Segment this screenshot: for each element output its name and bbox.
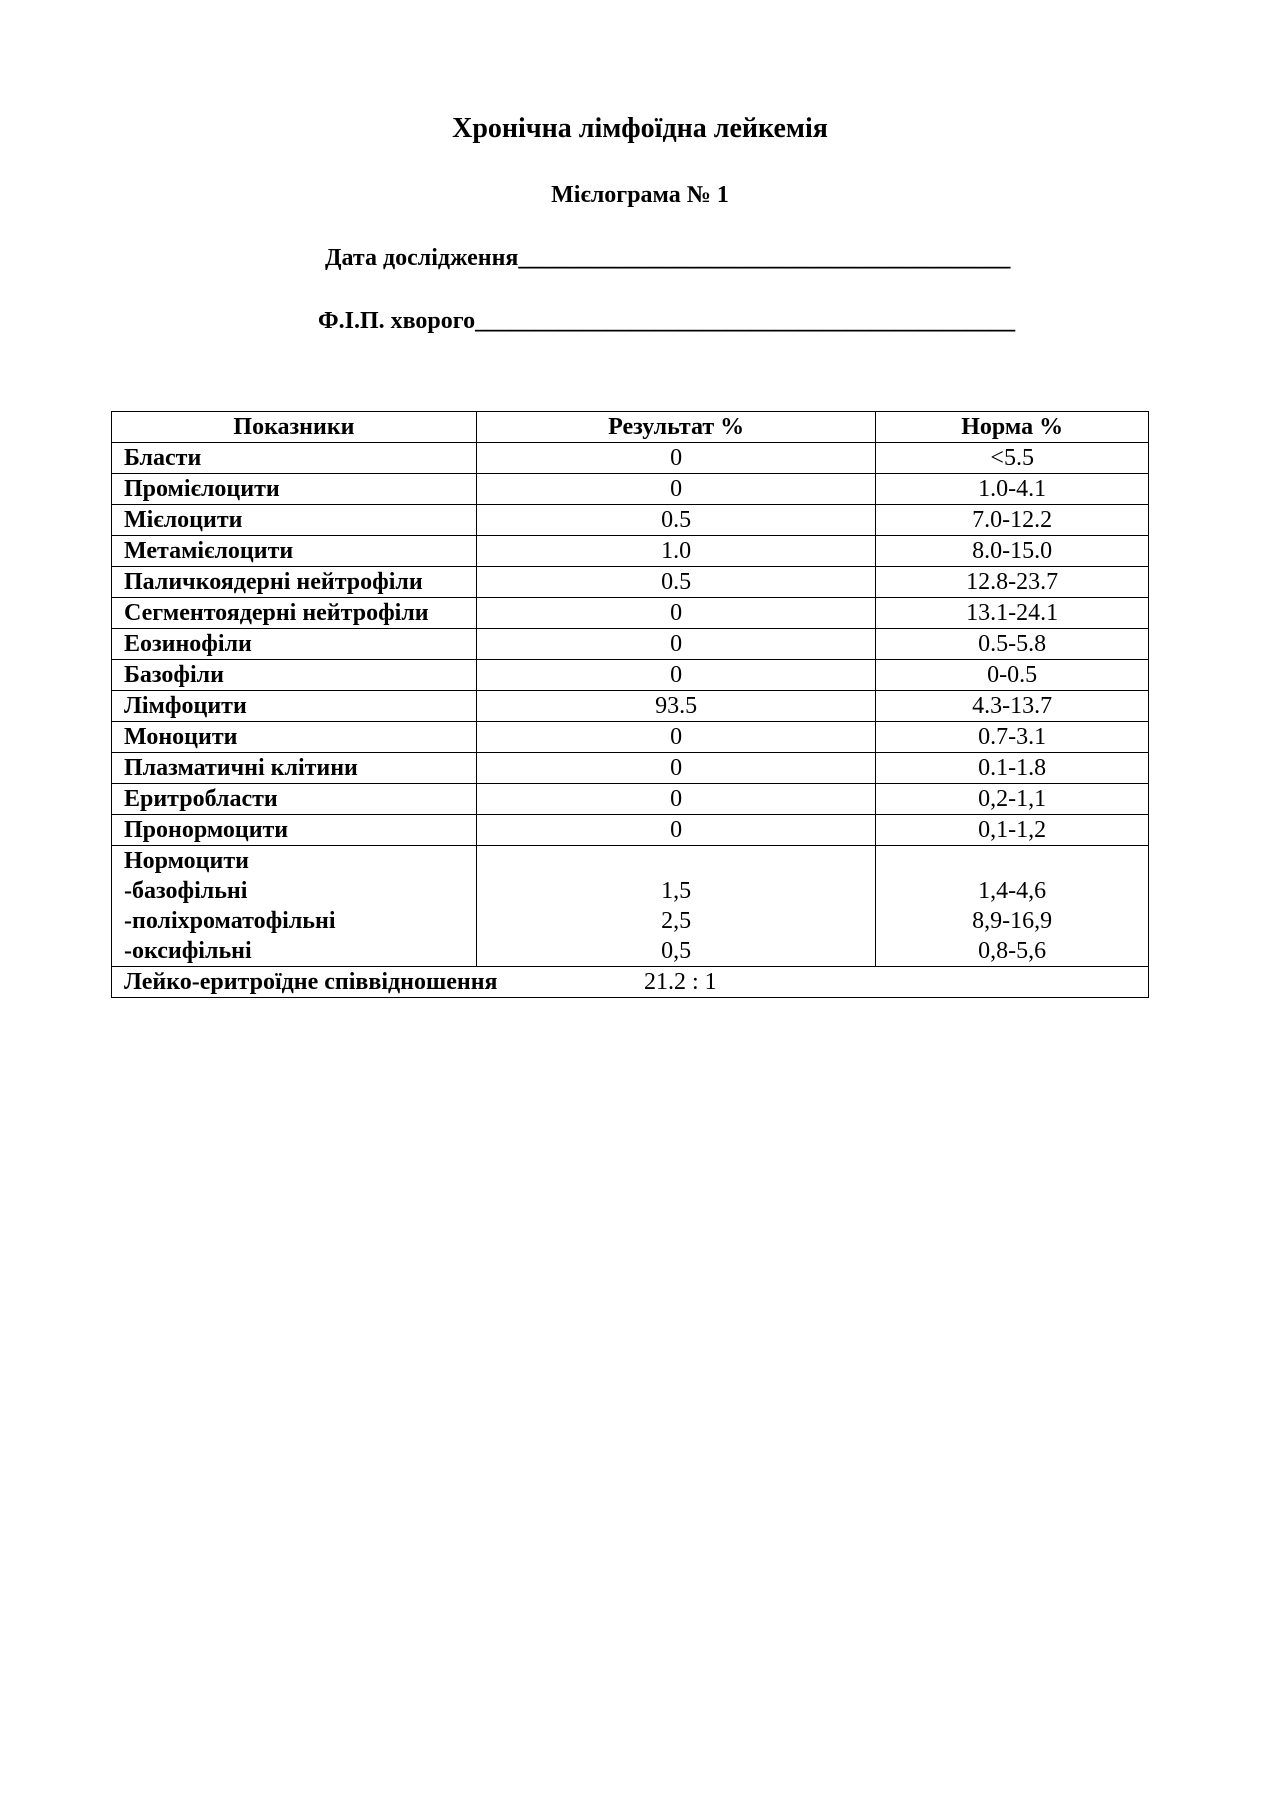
patient-name-field: Ф.І.П. хворого_____________________________________________ [318, 308, 1016, 334]
table-row [112, 753, 1149, 784]
row-norm: 4.3-13.7 [876, 691, 1149, 722]
row-result: 0 [476, 660, 875, 691]
ratio-value: 21.2 : 1 [644, 969, 717, 995]
row-norm: 7.0-12.2 [876, 505, 1149, 536]
table-row [112, 629, 1149, 660]
ratio-cell [112, 967, 1149, 998]
document-title: Хронічна лімфоїдна лейкемія [452, 113, 828, 144]
header-result: Результат % [476, 412, 875, 443]
row-name: Паличкоядерні нейтрофіли [112, 567, 477, 598]
study-date-field: Дата дослідження_________________________________________ [325, 245, 1011, 271]
ratio-row [112, 967, 1149, 998]
table-row [112, 598, 1149, 629]
row-norm: 0,2-1,1 [876, 784, 1149, 815]
document-subtitle: Мієлограма № 1 [551, 182, 729, 208]
row-result: 0.5 [476, 505, 875, 536]
table-row [112, 474, 1149, 505]
row-norm: 0,1-1,2 [876, 815, 1149, 846]
row-name: Сегментоядерні нейтрофіли [112, 598, 477, 629]
table-row [112, 567, 1149, 598]
row-name: Еозинофіли [112, 629, 477, 660]
row-result: 0 [476, 722, 875, 753]
header-norm: Норма % [876, 412, 1149, 443]
normocytes-names [112, 846, 477, 967]
row-name: Базофіли [112, 660, 477, 691]
normocytes-polychromatophilic-result: 2,5 [661, 908, 692, 934]
row-name: Метамієлоцити [112, 536, 477, 567]
table-row [112, 660, 1149, 691]
normocytes-polychromatophilic-name: -поліхроматофільні [124, 908, 336, 934]
table-row [112, 784, 1149, 815]
row-norm: 0.5-5.8 [876, 629, 1149, 660]
row-name: Еритробласти [112, 784, 477, 815]
normocytes-basophilic-norm: 1,4-4,6 [978, 878, 1047, 904]
row-norm: 0.1-1.8 [876, 753, 1149, 784]
row-name: Лімфоцити [112, 691, 477, 722]
table-header-row [112, 412, 1149, 443]
row-name: Моноцити [112, 722, 477, 753]
table-row [112, 691, 1149, 722]
row-result: 0 [476, 815, 875, 846]
normocytes-polychromatophilic-norm: 8,9-16,9 [972, 908, 1053, 934]
row-norm: 13.1-24.1 [876, 598, 1149, 629]
normocytes-oxyphilic-name: -оксифільні [124, 938, 252, 964]
normocytes-row [112, 846, 1149, 967]
row-result: 0 [476, 629, 875, 660]
normocytes-basophilic-result: 1,5 [661, 878, 692, 904]
table-row [112, 443, 1149, 474]
normocytes-basophilic-name: -базофільні [124, 878, 248, 904]
normocytes-label: Нормоцити [124, 848, 249, 874]
table-row [112, 505, 1149, 536]
row-norm: 1.0-4.1 [876, 474, 1149, 505]
row-result: 0 [476, 474, 875, 505]
row-norm: 0.7-3.1 [876, 722, 1149, 753]
row-norm: <5.5 [876, 443, 1149, 474]
row-result: 0 [476, 753, 875, 784]
row-name: Бласти [112, 443, 477, 474]
row-result: 0 [476, 598, 875, 629]
normocytes-oxyphilic-norm: 0,8-5,6 [978, 938, 1047, 964]
table-row [112, 536, 1149, 567]
table-row [112, 722, 1149, 753]
normocytes-norms [876, 846, 1149, 967]
row-norm: 0-0.5 [876, 660, 1149, 691]
normocytes-results [476, 846, 875, 967]
row-result: 1.0 [476, 536, 875, 567]
row-name: Промієлоцити [112, 474, 477, 505]
row-norm: 12.8-23.7 [876, 567, 1149, 598]
row-name: Плазматичні клітини [112, 753, 477, 784]
myelogram-table [111, 411, 1149, 998]
row-name: Пронормоцити [112, 815, 477, 846]
ratio-label: Лейко-еритроїдне співвідношення [124, 969, 498, 995]
row-result: 93.5 [476, 691, 875, 722]
row-result: 0 [476, 443, 875, 474]
normocytes-oxyphilic-result: 0,5 [661, 938, 692, 964]
header-indicators: Показники [112, 412, 477, 443]
row-name: Мієлоцити [112, 505, 477, 536]
table-row [112, 815, 1149, 846]
row-result: 0.5 [476, 567, 875, 598]
row-result: 0 [476, 784, 875, 815]
row-norm: 8.0-15.0 [876, 536, 1149, 567]
